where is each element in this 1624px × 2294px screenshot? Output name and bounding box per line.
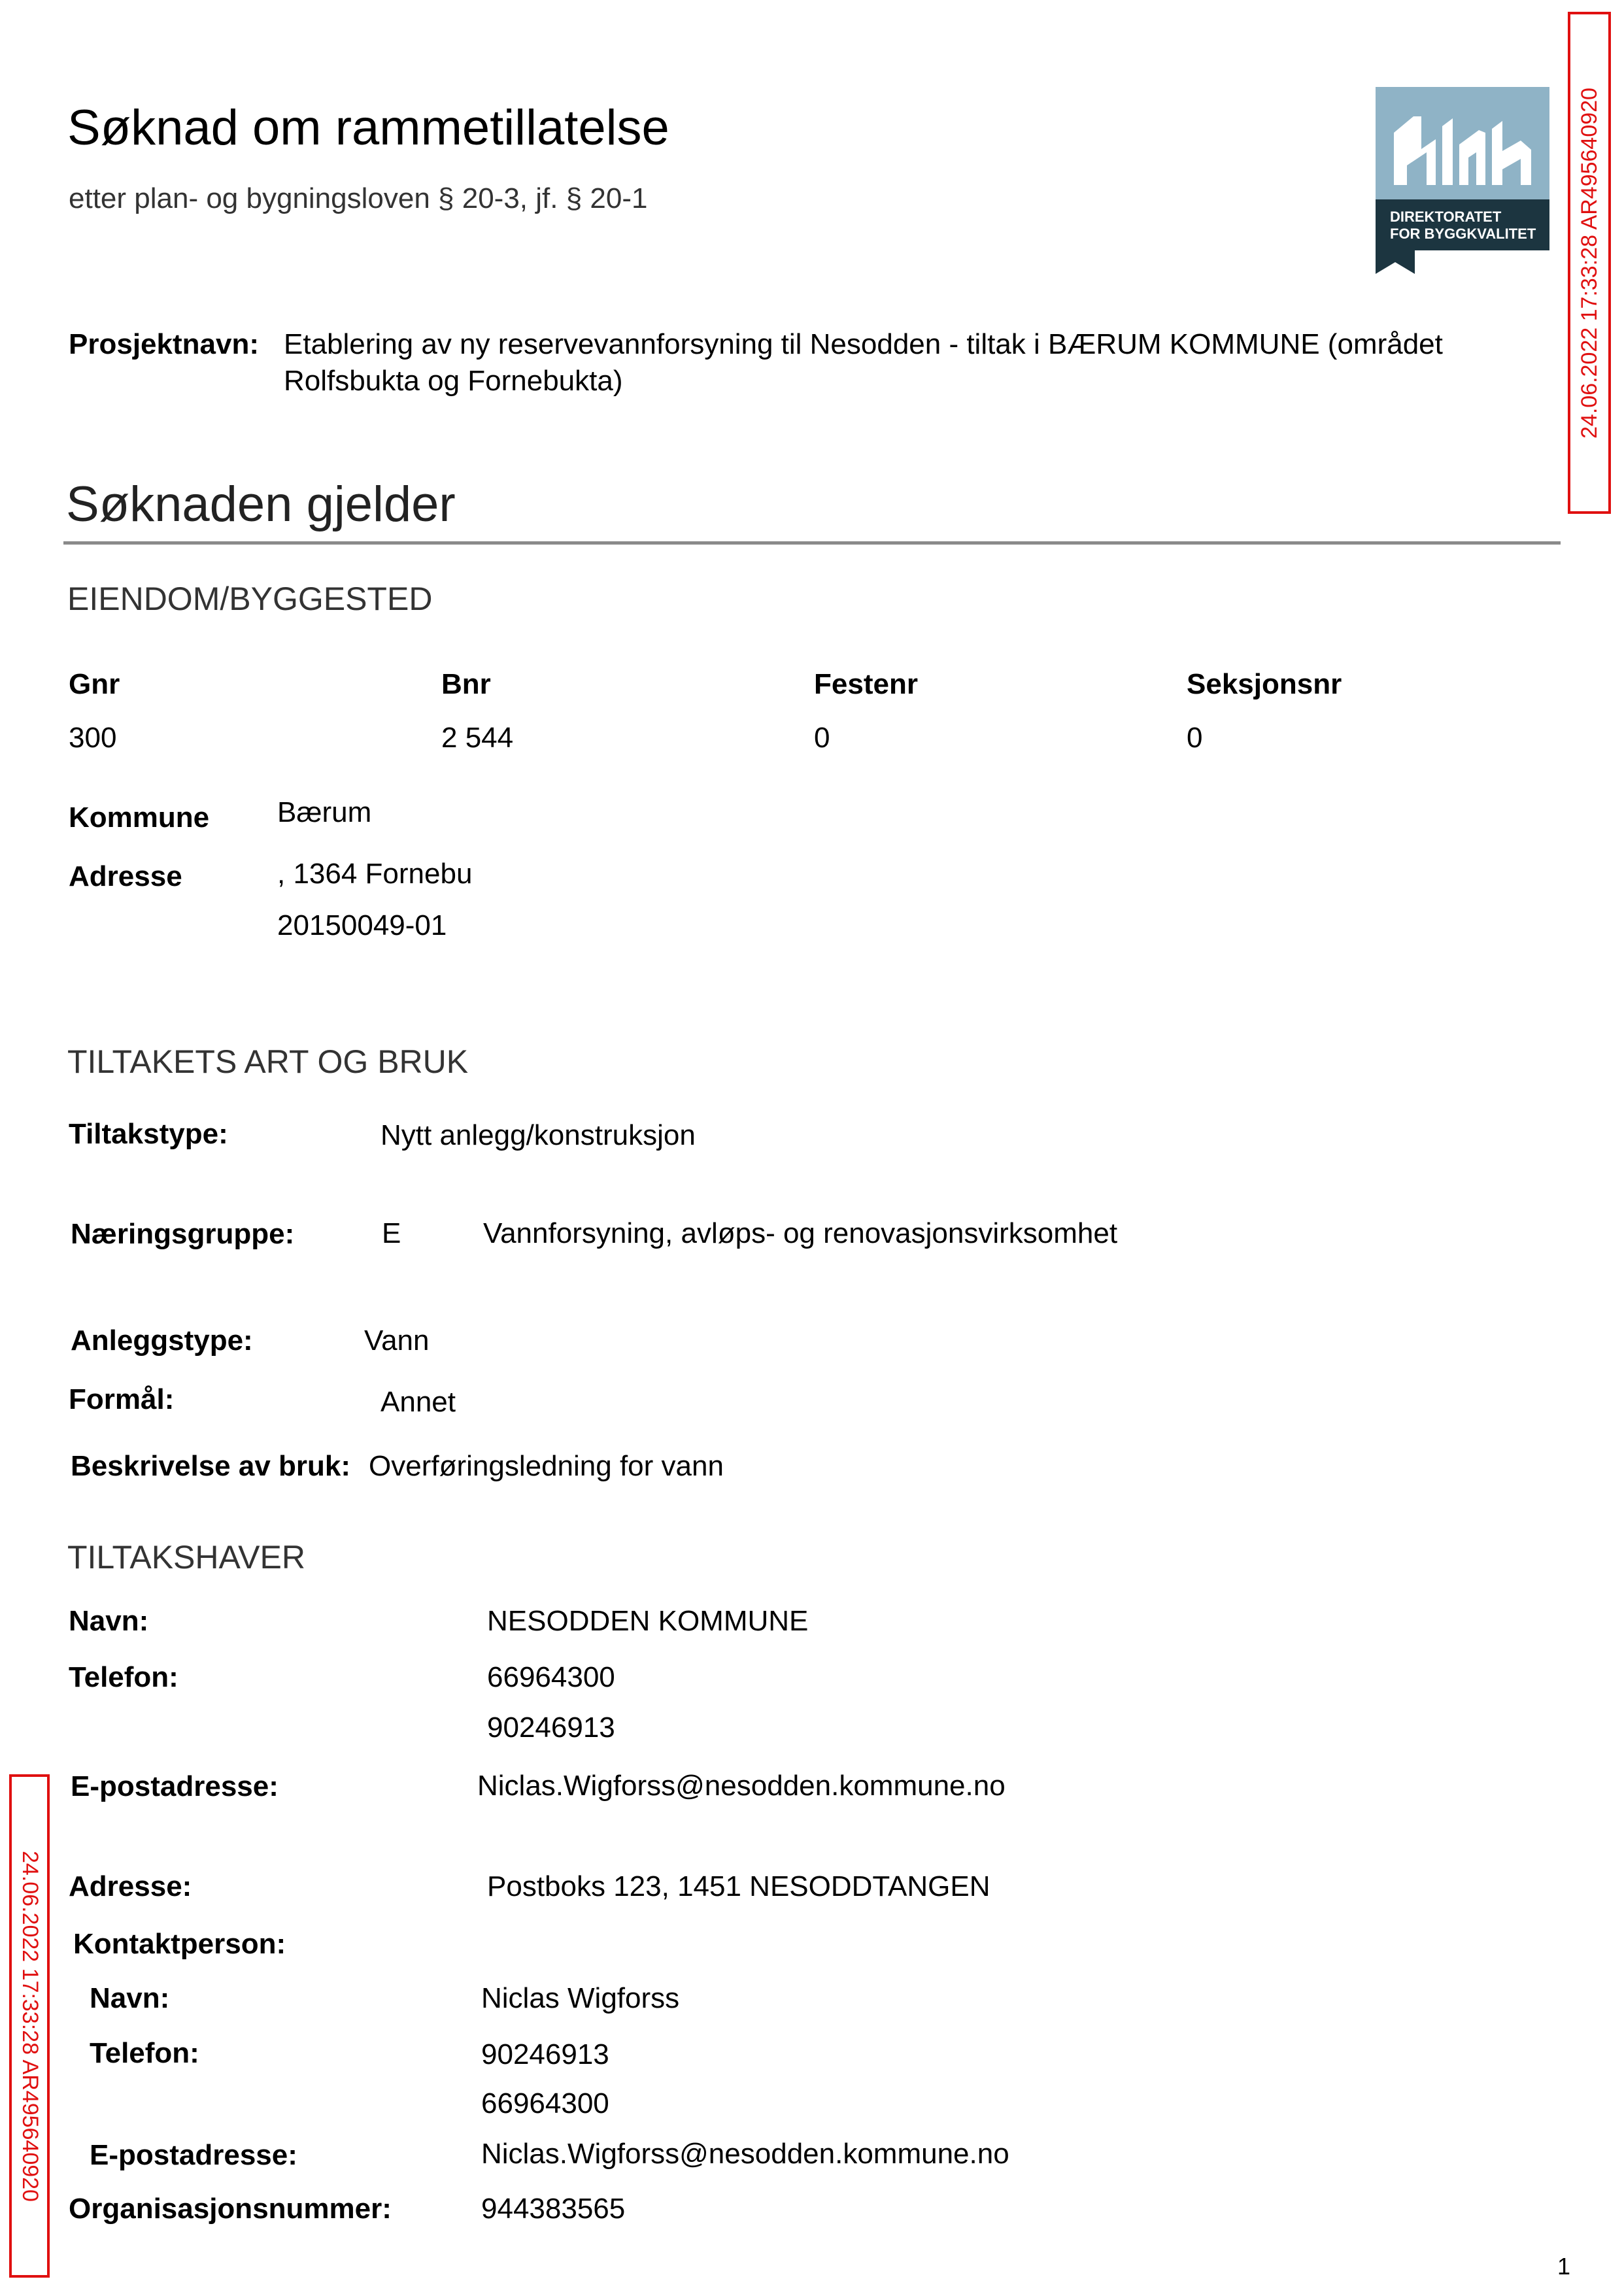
formaal-label: Formål:	[69, 1383, 175, 1415]
kontakt-telefon-label: Telefon:	[90, 2037, 199, 2069]
tiltakshaver-heading: TILTAKSHAVER	[67, 1539, 305, 1576]
logo-text-line2: FOR BYGGKVALITET	[1390, 226, 1536, 242]
anleggstype-label: Anleggstype:	[71, 1324, 253, 1357]
beskrivelse-label: Beskrivelse av bruk:	[71, 1450, 351, 1482]
bnr-label: Bnr	[441, 668, 491, 700]
eiendom-heading: EIENDOM/BYGGESTED	[67, 581, 433, 617]
kontaktperson-label: Kontaktperson:	[73, 1928, 286, 1960]
project-name-label: Prosjektnavn:	[69, 328, 259, 360]
project-name-line-2: Rolfsbukta og Fornebukta)	[284, 365, 623, 397]
festenr-label: Festenr	[814, 668, 918, 700]
tiltakshaver-adresse-label: Adresse:	[69, 1870, 192, 1902]
logo-text-line1: DIREKTORATET	[1390, 209, 1502, 225]
kontakt-telefon-1: 90246913	[481, 2038, 609, 2070]
tiltakshaver-navn-value: NESODDEN KOMMUNE	[487, 1605, 809, 1637]
tiltak-heading: TILTAKETS ART OG BRUK	[67, 1043, 469, 1080]
section-divider	[63, 541, 1561, 545]
adresse-label: Adresse	[69, 860, 182, 892]
tiltakstype-label: Tiltakstype:	[69, 1118, 228, 1150]
bnr-value: 2 544	[441, 722, 514, 754]
festenr-value: 0	[814, 722, 830, 754]
timestamp-stamp-left	[9, 1774, 50, 2278]
kontakt-telefon-2: 66964300	[481, 2087, 609, 2119]
tiltakshaver-adresse-value: Postboks 123, 1451 NESODDTANGEN	[487, 1870, 990, 1902]
adresse-value: , 1364 Fornebu	[277, 858, 473, 890]
adresse-extra: 20150049-01	[277, 909, 447, 941]
tiltakshaver-telefon-1: 66964300	[487, 1661, 615, 1693]
tiltakshaver-epost-label: E-postadresse:	[71, 1770, 279, 1802]
naeringsgruppe-value: Vannforsyning, avløps- og renovasjonsvirksomhet	[483, 1217, 1118, 1249]
dibk-logo-graphic	[1376, 87, 1549, 274]
kommune-label: Kommune	[69, 801, 210, 834]
gnr-label: Gnr	[69, 668, 120, 700]
anleggstype-value: Vann	[364, 1324, 430, 1357]
kontakt-epost-label: E-postadresse:	[90, 2139, 297, 2171]
dibk-logo	[1376, 87, 1549, 274]
orgnr-value: 944383565	[481, 2193, 626, 2225]
tiltakshaver-telefon-label: Telefon:	[69, 1661, 178, 1693]
beskrivelse-value: Overføringsledning for vann	[369, 1450, 724, 1482]
kontakt-navn-label: Navn:	[90, 1982, 170, 2014]
naeringsgruppe-code: E	[382, 1217, 401, 1249]
formaal-value: Annet	[381, 1386, 456, 1418]
tiltakshaver-telefon-2: 90246913	[487, 1712, 615, 1744]
stamp-text: 24.06.2022 17:33:28 AR495640920	[17, 1850, 42, 2202]
tiltakshaver-navn-label: Navn:	[69, 1605, 149, 1637]
timestamp-stamp-right	[1568, 12, 1611, 514]
stamp-text: 24.06.2022 17:33:28 AR495640920	[1576, 87, 1602, 439]
seksjonsnr-value: 0	[1187, 722, 1203, 754]
document-title: Søknad om rammetillatelse	[67, 100, 669, 156]
gnr-value: 300	[69, 722, 117, 754]
tiltakshaver-epost-value: Niclas.Wigforss@nesodden.kommune.no	[477, 1770, 1006, 1802]
project-name-line-1: Etablering av ny reservevannforsyning til Nesodden - tiltak i BÆRUM KOMMUNE (området	[284, 328, 1443, 360]
page-number: 1	[1557, 2253, 1571, 2280]
document-subtitle: etter plan- og bygningsloven § 20-3, jf. § 20-1	[69, 182, 648, 214]
section-title: Søknaden gjelder	[66, 477, 456, 532]
naeringsgruppe-label: Næringsgruppe:	[71, 1218, 295, 1250]
seksjonsnr-label: Seksjonsnr	[1187, 668, 1342, 700]
tiltakstype-value: Nytt anlegg/konstruksjon	[381, 1119, 696, 1151]
kontakt-epost-value: Niclas.Wigforss@nesodden.kommune.no	[481, 2138, 1009, 2170]
kontakt-navn-value: Niclas Wigforss	[481, 1982, 680, 2014]
orgnr-label: Organisasjonsnummer:	[69, 2193, 392, 2225]
kommune-value: Bærum	[277, 796, 372, 828]
